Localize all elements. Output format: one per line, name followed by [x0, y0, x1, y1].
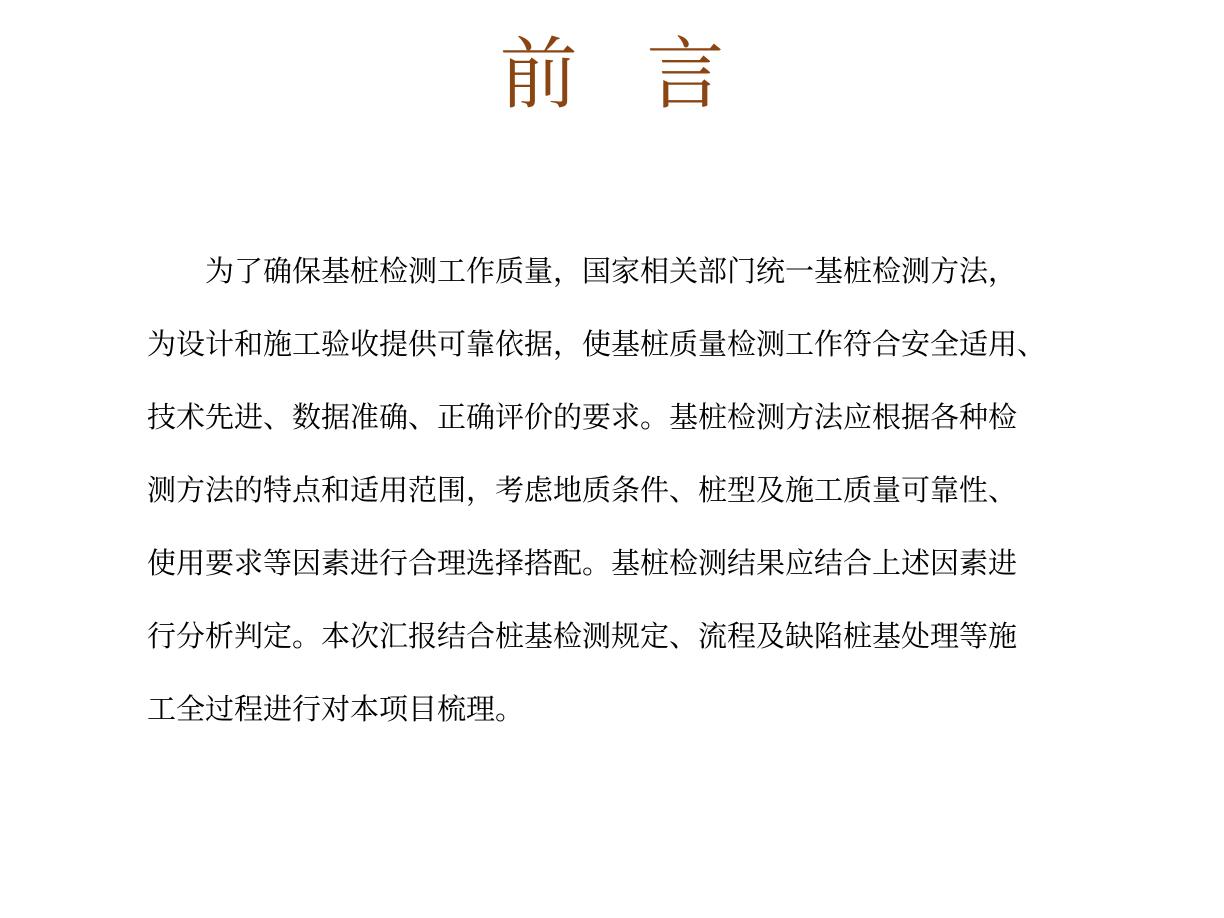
paragraph-line-4: 测方法的特点和适用范围，考虑地质条件、桩型及施工质量可靠性、 [147, 473, 1018, 507]
paragraph-line-2: 为设计和施工验收提供可靠依据，使基桩质量检测工作符合安全适用、 [147, 327, 1047, 361]
paragraph-line-7: 工全过程进行对本项目梳理。 [147, 692, 525, 726]
paragraph-line-1: 为了确保基桩检测工作质量，国家相关部门统一基桩检测方法， [205, 254, 1018, 288]
paragraph-line-3: 技术先进、数据准确、正确评价的要求。基桩检测方法应根据各种检 [147, 400, 1018, 434]
slide-title: 前 言 [499, 30, 747, 120]
paragraph-line-5: 使用要求等因素进行合理选择搭配。基桩检测结果应结合上述因素进 [147, 546, 1018, 580]
preface-paragraph [147, 246, 1087, 757]
paragraph-line-6: 行分析判定。本次汇报结合桩基检测规定、流程及缺陷桩基处理等施 [147, 619, 1018, 653]
